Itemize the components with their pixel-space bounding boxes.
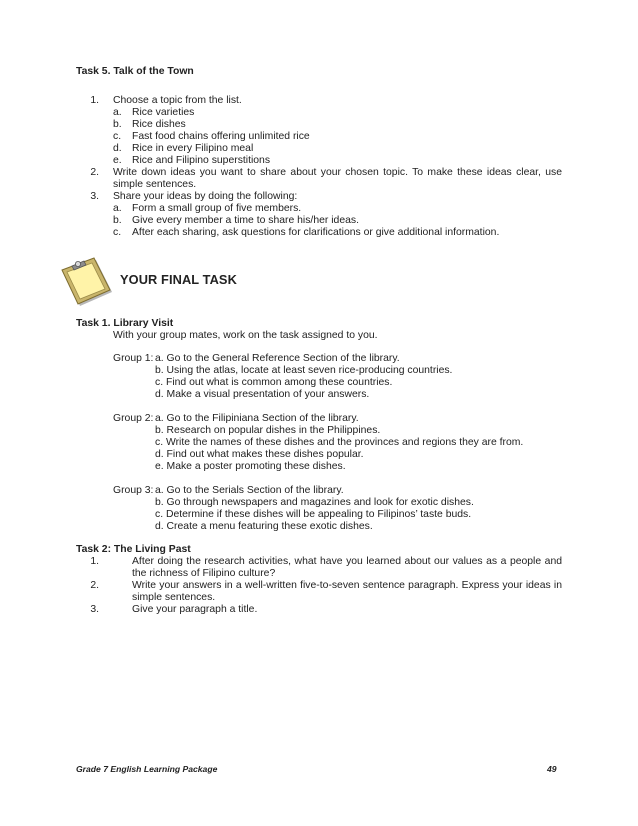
footer-page-number: 49 — [547, 764, 557, 774]
group3-step: c. Determine if these dishes will be appealing to Filipinos’ taste buds. — [155, 509, 472, 520]
task1-intro: With your group mates, work on the task assigned to you. — [113, 330, 378, 341]
task2-item-1-number: 1. — [90, 556, 99, 567]
group2-step: c. Write the names of these dishes and the provinces and regions they are from. — [155, 437, 524, 448]
share-step-b-text: Give every member a time to share his/her ideas. — [132, 215, 359, 226]
group1-label: Group 1: — [113, 353, 154, 364]
task2-title: Task 2: The Living Past — [76, 544, 191, 555]
task5-title: Task 5. Talk of the Town — [76, 66, 194, 77]
topic-e-letter: e. — [113, 155, 122, 166]
group2-step: a. Go to the Filipiniana Section of the library. — [155, 413, 359, 424]
topic-a-letter: a. — [113, 107, 122, 118]
group2-label: Group 2: — [113, 413, 154, 424]
group3-step: d. Create a menu featuring these exotic dishes. — [155, 521, 373, 532]
share-step-c-letter: c. — [113, 227, 122, 238]
task2-item-2-line-2: simple sentences. — [132, 592, 216, 603]
topic-b-letter: b. — [113, 119, 122, 130]
task5-item-2-line-2: simple sentences. — [113, 179, 197, 190]
group1-step: b. Using the atlas, locate at least seven rice-producing countries. — [155, 365, 453, 376]
topic-d-letter: d. — [113, 143, 122, 154]
group2-step: b. Research on popular dishes in the Philippines. — [155, 425, 381, 436]
task2-item-3-line-1: Give your paragraph a title. — [132, 604, 258, 615]
share-step-c-text: After each sharing, ask questions for clarifications or give additional information. — [132, 227, 500, 238]
task5-item-1-text: Choose a topic from the list. — [113, 95, 242, 106]
topic-c-letter: c. — [113, 131, 122, 142]
topic-e-text: Rice and Filipino superstitions — [132, 155, 271, 166]
clipboard-icon — [58, 254, 116, 308]
task5-item-2-line-1: Write down ideas you want to share about your chosen topic. To make these ideas clear, use — [113, 167, 562, 178]
task2-item-1-line-1: After doing the research activities, what have you learned about our values as a people and — [132, 556, 562, 567]
final-task-heading: YOUR FINAL TASK — [120, 272, 237, 287]
group1-step: d. Make a visual presentation of your answers. — [155, 389, 370, 400]
task5-item-3-text: Share your ideas by doing the following: — [113, 191, 298, 202]
task5-item-3-number: 3. — [90, 191, 99, 202]
task5-item-1-number: 1. — [90, 95, 99, 106]
topic-a-text: Rice varieties — [132, 107, 195, 118]
share-step-a-letter: a. — [113, 203, 122, 214]
topic-d-text: Rice in every Filipino meal — [132, 143, 254, 154]
group2-step: d. Find out what makes these dishes popular. — [155, 449, 364, 460]
task2-item-2-number: 2. — [90, 580, 99, 591]
group3-label: Group 3: — [113, 485, 154, 496]
task5-item-2-number: 2. — [90, 167, 99, 178]
group3-step: b. Go through newspapers and magazines and look for exotic dishes. — [155, 497, 474, 508]
group1-step: a. Go to the General Reference Section of the library. — [155, 353, 400, 364]
group3-step: a. Go to the Serials Section of the library. — [155, 485, 344, 496]
share-step-b-letter: b. — [113, 215, 122, 226]
footer-package-name: Grade 7 English Learning Package — [76, 764, 218, 774]
share-step-a-text: Form a small group of five members. — [132, 203, 302, 214]
task1-title: Task 1. Library Visit — [76, 318, 174, 329]
topic-b-text: Rice dishes — [132, 119, 186, 130]
task2-item-3-number: 3. — [90, 604, 99, 615]
topic-c-text: Fast food chains offering unlimited rice — [132, 131, 310, 142]
group2-step: e. Make a poster promoting these dishes. — [155, 461, 346, 472]
group1-step: c. Find out what is common among these countries. — [155, 377, 393, 388]
task2-item-1-line-2: the richness of Filipino culture? — [132, 568, 276, 579]
task2-item-2-line-1: Write your answers in a well-written five-to-seven sentence paragraph. Express your ideas in — [132, 580, 562, 591]
